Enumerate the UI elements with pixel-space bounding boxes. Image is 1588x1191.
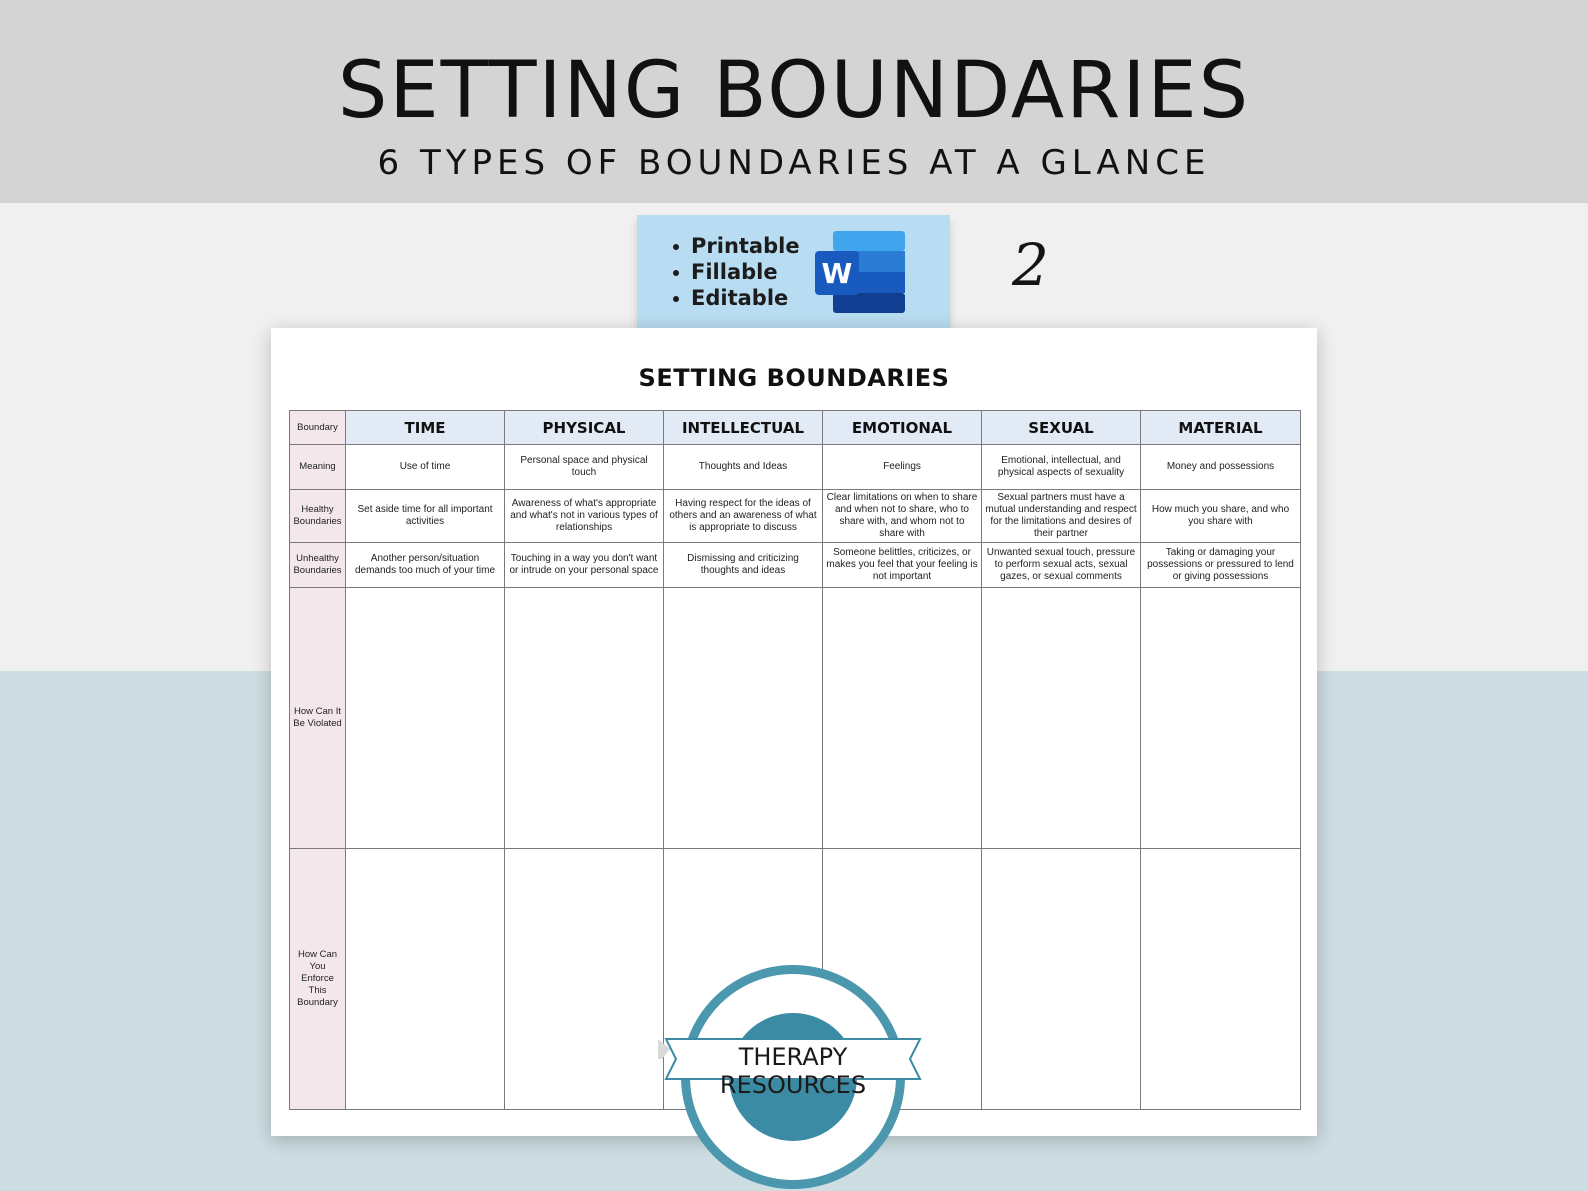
table-cell[interactable] bbox=[1141, 849, 1301, 1110]
row-label: Healthy Boundaries bbox=[290, 490, 346, 543]
table-cell[interactable] bbox=[982, 588, 1141, 849]
feature-item-printable: Printable bbox=[673, 233, 800, 259]
table-cell[interactable]: Someone belittles, criticizes, or makes you feel that your feeling is not important bbox=[823, 543, 982, 588]
badge-text bbox=[658, 1043, 928, 1099]
table-row-unhealthy bbox=[290, 543, 1301, 588]
table-cell[interactable]: Money and possessions bbox=[1141, 445, 1301, 490]
table-cell[interactable]: Thoughts and Ideas bbox=[664, 445, 823, 490]
table-row-meaning bbox=[290, 445, 1301, 490]
table-cell[interactable] bbox=[664, 588, 823, 849]
corner-label: Boundary bbox=[290, 411, 346, 445]
table-cell[interactable]: Sexual partners must have a mutual understanding and respect for the limitations and desires of their partner bbox=[982, 490, 1141, 543]
table-cell[interactable] bbox=[346, 588, 505, 849]
table-cell[interactable]: Emotional, intellectual, and physical aspects of sexuality bbox=[982, 445, 1141, 490]
table-cell[interactable]: Another person/situation demands too much of your time bbox=[346, 543, 505, 588]
row-label: Meaning bbox=[290, 445, 346, 490]
feature-box bbox=[637, 215, 950, 329]
row-label: How Can It Be Violated bbox=[290, 588, 346, 849]
table-cell[interactable]: Feelings bbox=[823, 445, 982, 490]
column-header-physical: PHYSICAL bbox=[505, 411, 664, 445]
worksheet-title: SETTING BOUNDARIES bbox=[638, 364, 950, 392]
table-cell[interactable] bbox=[823, 588, 982, 849]
table-cell[interactable]: Clear limitations on when to share and when not to share, who to share with, and whom not to share with bbox=[823, 490, 982, 543]
feature-item-fillable: Fillable bbox=[673, 259, 800, 285]
row-label: Unhealthy Boundaries bbox=[290, 543, 346, 588]
row-label: How Can You Enforce This Boundary bbox=[290, 849, 346, 1110]
table-cell[interactable]: Personal space and physical touch bbox=[505, 445, 664, 490]
banner-title: SETTING BOUNDARIES bbox=[337, 46, 1251, 136]
badge-line-therapy: THERAPY bbox=[738, 1043, 848, 1071]
banner-subtitle: 6 TYPES OF BOUNDARIES AT A GLANCE bbox=[377, 143, 1211, 183]
column-header-emotional: EMOTIONAL bbox=[823, 411, 982, 445]
table-cell[interactable]: Unwanted sexual touch, pressure to perform sexual acts, sexual gazes, or sexual comments bbox=[982, 543, 1141, 588]
table-row-violated bbox=[290, 588, 1301, 849]
table-cell[interactable]: Dismissing and criticizing thoughts and ideas bbox=[664, 543, 823, 588]
feature-item-editable: Editable bbox=[673, 285, 800, 311]
column-header-sexual: SEXUAL bbox=[982, 411, 1141, 445]
table-cell[interactable] bbox=[505, 588, 664, 849]
variations-note: 2 bbox=[1012, 231, 1049, 299]
table-cell[interactable]: Having respect for the ideas of others and an awareness of what is appropriate to discuss bbox=[664, 490, 823, 543]
column-header-intellectual: INTELLECTUAL bbox=[664, 411, 823, 445]
feature-list bbox=[673, 233, 800, 311]
table-cell[interactable]: Awareness of what's appropriate and what's not in various types of relationships bbox=[505, 490, 664, 543]
word-icon bbox=[815, 231, 907, 313]
table-cell[interactable]: Touching in a way you don't want or intrude on your personal space bbox=[505, 543, 664, 588]
column-header-time: TIME bbox=[346, 411, 505, 445]
table-header-row bbox=[290, 411, 1301, 445]
table-cell[interactable]: How much you share, and who you share with bbox=[1141, 490, 1301, 543]
table-row-healthy bbox=[290, 490, 1301, 543]
table-cell[interactable]: Set aside time for all important activities bbox=[346, 490, 505, 543]
table-cell[interactable] bbox=[346, 849, 505, 1110]
table-cell[interactable] bbox=[982, 849, 1141, 1110]
badge-line-resources: RESOURCES bbox=[719, 1071, 867, 1099]
therapy-resources-badge bbox=[658, 947, 928, 1191]
table-cell[interactable]: Use of time bbox=[346, 445, 505, 490]
column-header-material: MATERIAL bbox=[1141, 411, 1301, 445]
word-icon-letter: W bbox=[821, 257, 853, 290]
table-cell[interactable]: Taking or damaging your possessions or pressured to lend or giving possessions bbox=[1141, 543, 1301, 588]
table-cell[interactable] bbox=[1141, 588, 1301, 849]
table-cell[interactable] bbox=[505, 849, 664, 1110]
